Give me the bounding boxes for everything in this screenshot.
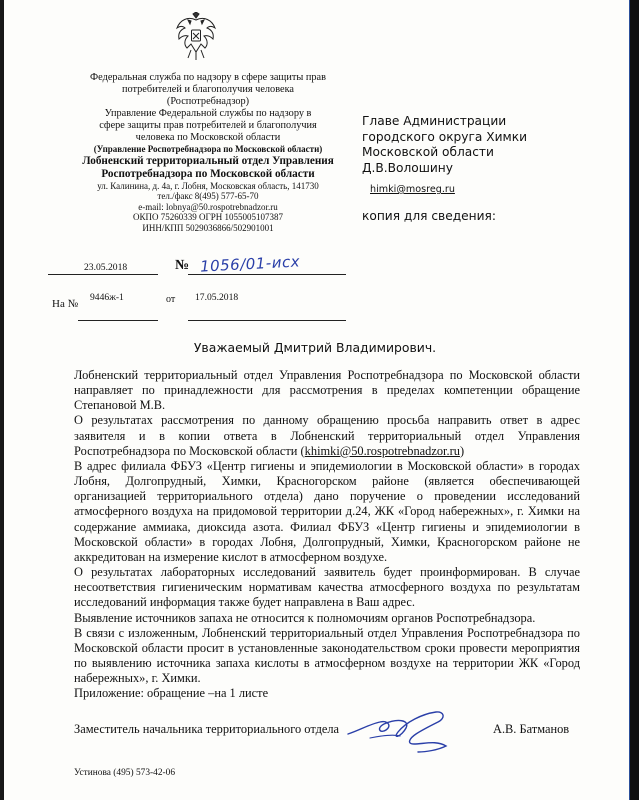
paragraph: В адрес филиала ФБУЗ «Центр гигиены и эпидемиологии в Московской области» в городах Лобня, Долгопрудный, Химки, Красногорском районе (является обеспечивающей организацией территориального отдела) дано поручение о проведении исследований атмосферного воздуха на придомовой территории д.24, ЖК «Город набережных», г. Химки на содержание аммиака, диоксида азота. Филиал ФБУЗ «Центр гигиены и эпидемиологии в Московской области» в городах Лобня, Долгопрудный, Химки, Красногорском районе не аккредитован на измерение кислот в атмосферном воздухе. xyxy=(74,458,580,564)
letter-body xyxy=(74,368,580,701)
contact-line: ИНН/КПП 5029036866/502901001 xyxy=(142,222,274,233)
agency-line: Федеральная служба по надзору в сфере защиты прав xyxy=(90,72,326,83)
incoming-number: 9446ж-1 xyxy=(90,292,124,303)
addressee-email[interactable]: himki@mosreg.ru xyxy=(370,184,455,195)
paragraph: Выявление источников запаха не относится к полномочиям органов Роспотребнадзора. xyxy=(74,610,536,625)
executor-info: Устинова (495) 573-42-06 xyxy=(74,768,176,778)
agency-line: Управление Федеральной службы по надзору в xyxy=(104,108,312,119)
addressee-line: Главе Администрации xyxy=(362,114,507,128)
from-label: от xyxy=(166,294,176,305)
coat-of-arms-icon xyxy=(174,12,218,62)
copy-note: копия для сведения: xyxy=(362,209,496,223)
contact-line: e-mail: lobnya@50.rospotrebnadzor.ru xyxy=(138,201,278,212)
incoming-date-underline xyxy=(188,320,346,321)
signer-position: Заместитель начальника территориального отдела xyxy=(74,722,340,736)
outgoing-date: 23.05.2018 xyxy=(84,262,128,273)
paragraph xyxy=(74,413,580,458)
paragraph-text: ) xyxy=(459,443,465,458)
incoming-number-underline xyxy=(78,320,158,321)
handwritten-signature xyxy=(340,700,460,760)
incoming-date: 17.05.2018 xyxy=(195,292,239,303)
date-underline xyxy=(48,274,158,275)
addressee-line: Д.В.Волошину xyxy=(362,160,453,175)
agency-line: потребителей и благополучия человека xyxy=(121,84,294,95)
outgoing-number-handwritten: 1056/01-исх xyxy=(199,252,301,276)
incoming-label: На № xyxy=(52,298,79,310)
signer-name: А.В. Батманов xyxy=(493,722,570,736)
paragraph: Лобненский территориальный отдел Управления Роспотребнадзора по Московской области направляет по принадлежности для рассмотрения в пределах компетенции обращение Степановой М.В. xyxy=(74,368,580,413)
paragraph: О результатах лабораторных исследований заявитель будет проинформирован. В случае несоответствия гигиеническим нормативам качества атмосферного воздуха по результатам исследований информация также будет направлена в Ваш адрес. xyxy=(74,565,580,610)
department-line: Роспотребнадзора по Московской области xyxy=(101,167,315,180)
department-email-link[interactable]: khimki@50.rospotrebnadzor.ru xyxy=(304,443,460,458)
contact-line: ул. Калинина, д. 4а, г. Лобня, Московская область, 141730 xyxy=(97,180,319,191)
addressee-line: Московской области xyxy=(362,145,494,160)
department-line: Лобненский территориальный отдел Управления xyxy=(82,154,334,167)
paragraph: В связи с изложенным, Лобненский территориальный отдел Управления Роспотребнадзора по Московской области просит в установленные законодательством сроки провести мероприятия по выявлению источника запаха кислоты в атмосферном воздухе на территории ЖК «Город набережных», г. Химки. xyxy=(74,625,580,686)
agency-line: (Роспотребнадзор) xyxy=(166,96,250,107)
scan-edge xyxy=(630,0,639,800)
contact-line: тел./факс 8(495) 577-65-70 xyxy=(157,191,259,202)
contact-line: ОКПО 75260339 ОГРН 1055005107387 xyxy=(133,212,283,223)
agency-header xyxy=(58,72,358,234)
agency-line: человека по Московской области xyxy=(135,132,281,143)
paragraph-text: О результатах рассмотрения по данному обращению просьба направить ответ в адрес заявителя и в копии ответа в Лобненский территориальный отдел Управления Роспотребнадзора по Московской области ( xyxy=(74,413,580,458)
addressee-block xyxy=(362,114,602,176)
number-sign: № xyxy=(175,258,190,273)
agency-line: сфере защиты прав потребителей и благополучия xyxy=(99,120,317,131)
short-agency-name: (Управление Роспотребнадзора по Московской области) xyxy=(93,144,323,154)
number-underline xyxy=(188,274,346,275)
addressee-line: городского округа Химки xyxy=(362,129,527,144)
paragraph: Приложение: обращение –на 1 листе xyxy=(74,686,269,701)
salutation: Уважаемый Дмитрий Владимирович. xyxy=(193,340,437,355)
